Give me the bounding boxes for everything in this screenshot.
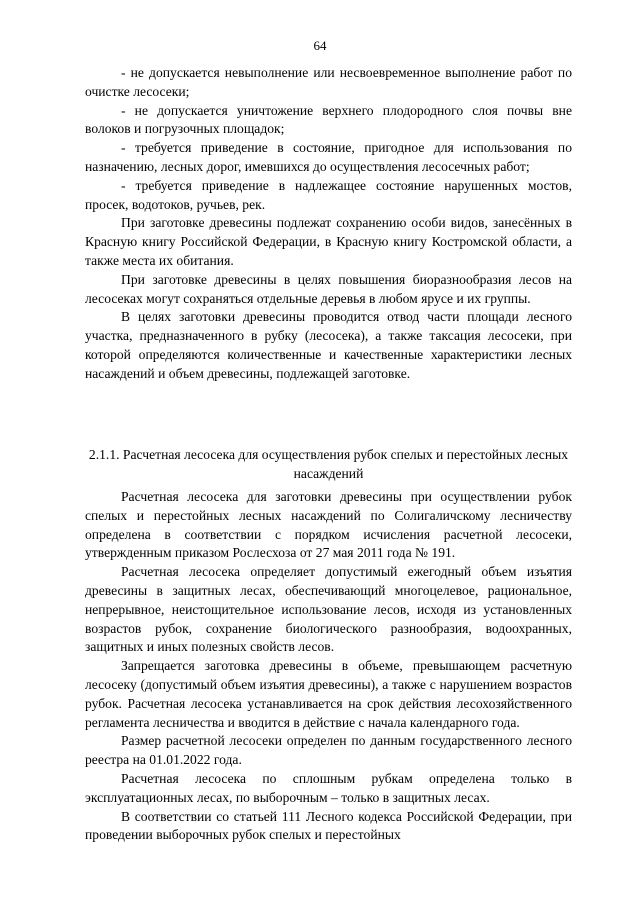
paragraph: - требуется приведение в состояние, пригодное для использования по назначению, лесных дорог, имевшихся до осуществления лесосечных работ; (85, 140, 572, 174)
paragraph: Размер расчетной лесосеки определен по данным государственного лесного реестра на 01.01.2022 года. (85, 733, 572, 768)
paragraph: - требуется приведение в надлежащее состояние нарушенных мостов, просек, водотоков, ручьев, рек. (85, 177, 572, 212)
paragraph: Расчетная лесосека определяет допустимый ежегодный объем изъятия древесины в защитных лесах, обеспечивающий многоцелевое, рациональное, непрерывное, неистощительное использование лесов, исходя из установленных возрастов рубок, сохранение биологического разнообразия, водоохранных, защитных и иных полезных свойств лесов. (85, 564, 572, 655)
page-number: 64 (313, 38, 327, 53)
paragraph: В целях заготовки древесины проводится отвод части площади лесного участка, предназначенного в рубку (лесосека), а также таксация лесосеки, при которой определяются количественные и качественные характеристики лесных насаждений и объем древесины, подлежащей заготовке. (85, 309, 572, 381)
paragraph: При заготовке древесины в целях повышения биоразнообразия лесов на лесосеках могут сохраняться отдельные деревья в любом ярусе и их группы. (85, 271, 572, 306)
paragraph: При заготовке древесины подлежат сохранению особи видов, занесённых в Красную книгу Российской Федерации, в Красную книгу Костромской области, а также места их обитания. (85, 215, 572, 268)
text-block-bottom (85, 488, 572, 845)
paragraph: Расчетная лесосека по сплошным рубкам определена только в эксплуатационных лесах, по выборочным – только в защитных лесах. (85, 770, 572, 805)
paragraph: - не допускается невыполнение или несвоевременное выполнение работ по очистке лесосеки; (85, 65, 572, 99)
paragraph: Расчетная лесосека для заготовки древесины при осуществлении рубок спелых и перестойных лесных насаждений по Солигаличскому лесничеству определена в соответствии с порядком исчисления расчетной лесосеки, утвержденным приказом Рослесхоза от 27 мая 2011 года № 191. (85, 489, 572, 561)
section-heading: 2.1.1. Расчетная лесосека для осуществления рубок спелых и перестойных лесных насаждений (88, 447, 569, 481)
paragraph: В соответствии со статьей 111 Лесного кодекса Российской Федерации, при проведении выборочных рубок спелых и перестойных (85, 808, 572, 843)
text-block-top (85, 64, 572, 384)
paragraph: Запрещается заготовка древесины в объеме, превышающем расчетную лесосеку (допустимый объем изъятия древесины), а также с нарушением возрастов рубок. Расчетная лесосека устанавливается на срок действия лесохозяйственного регламента лесничества и вводится в действие с начала календарного года. (85, 658, 572, 730)
paragraph: - не допускается уничтожение верхнего плодородного слоя почвы вне волоков и погрузочных площадок; (85, 102, 572, 137)
